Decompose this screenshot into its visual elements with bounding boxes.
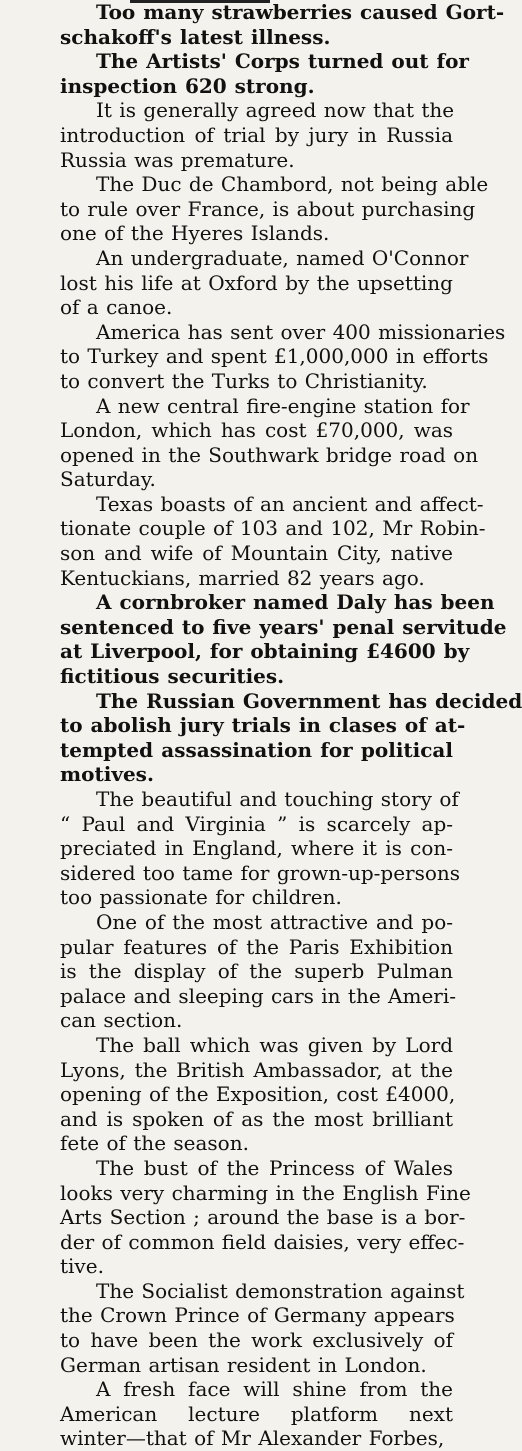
news-item	[60, 393, 479, 492]
news-item	[60, 491, 486, 590]
news-line: fictitious securities.	[60, 664, 285, 689]
news-item	[60, 49, 469, 98]
news-line: fete of the season.	[60, 1131, 249, 1156]
news-line: An undergraduate, named O'Connor	[96, 245, 469, 270]
news-line: The beautiful and touching story of	[96, 787, 459, 811]
news-line: to Turkey and spent £1,000,000 in efforts	[60, 344, 489, 369]
news-line: Lyons, the British Ambassador, at the	[60, 1057, 453, 1082]
news-item	[60, 98, 455, 172]
news-line: preciated in England, where it is con-	[60, 836, 453, 861]
news-line: tive.	[60, 1254, 104, 1279]
news-line: tionate couple of 103 and 102, Mr Robin-	[60, 516, 486, 541]
news-line: The Artists' Corps turned out for	[96, 49, 469, 74]
news-line: opening of the Exposition, cost £4000,	[60, 1082, 456, 1107]
news-line: to have been the work exclusively of	[60, 1328, 453, 1353]
news-line: motives.	[60, 762, 154, 787]
news-line: Russia was premature.	[60, 147, 295, 172]
news-line: The ball which was given by Lord	[96, 1032, 453, 1057]
news-line: palace and sleeping cars in the Ameri-	[60, 983, 456, 1008]
news-line: sentenced to five years' penal servitude	[60, 614, 507, 639]
news-line: American lecture platform next	[60, 1401, 453, 1426]
news-line: son and wife of Mountain City, native	[60, 541, 453, 566]
news-item	[60, 688, 522, 787]
news-line: to rule over France, is about purchasing	[60, 196, 476, 221]
news-item	[60, 787, 461, 910]
news-line: A cornbroker named Daly has been	[96, 590, 495, 615]
news-item	[60, 1155, 471, 1279]
news-line: is the display of the superb Pulman	[60, 959, 453, 984]
news-line: inspection 620 strong.	[60, 73, 315, 98]
news-line: to abolish jury trials in clases of at-	[60, 713, 466, 738]
news-item	[60, 319, 506, 394]
news-line: too passionate for children.	[60, 885, 342, 910]
news-line: America has sent over 400 missionaries	[96, 319, 506, 344]
news-line: tempted assassination for political	[60, 737, 453, 762]
news-line: A fresh face will shine from the	[96, 1377, 453, 1402]
news-line: London, which has cost £70,000, was	[60, 418, 453, 443]
news-line: Too many strawberries caused Gort-	[96, 0, 505, 24]
news-line: one of the Hyeres Islands.	[60, 221, 330, 246]
news-line: German artisan resident in London.	[60, 1352, 427, 1377]
news-item	[60, 0, 505, 49]
news-item	[60, 590, 507, 689]
news-item	[60, 909, 456, 1033]
news-line: Texas boasts of an ancient and affect-	[96, 491, 484, 516]
news-line: to convert the Turks to Christianity.	[60, 368, 428, 393]
news-line: looks very charming in the English Fine	[60, 1180, 471, 1205]
news-line: at Liverpool, for obtaining £4600 by	[60, 639, 470, 664]
news-line: The Duc de Chambord, not being able	[96, 172, 489, 197]
news-line: The Russian Government has decided	[96, 688, 522, 713]
news-line: One of the most attractive and po-	[96, 909, 453, 934]
news-line: Saturday.	[60, 467, 156, 492]
news-line: winter—that of Mr Alexander Forbes,	[60, 1426, 445, 1451]
news-line: introduction of trial by jury in Russia	[60, 122, 453, 147]
news-line: The Socialist demonstration against	[96, 1278, 465, 1303]
news-line: opened in the Southwark bridge road on	[60, 442, 479, 467]
news-line: lost his life at Oxford by the upsetting	[60, 270, 453, 295]
news-item	[60, 1032, 456, 1156]
news-line: “ Paul and Virginia ” is scarcely ap-	[60, 811, 453, 836]
news-line: and is spoken of as the most brilliant	[60, 1106, 453, 1131]
news-line: der of common field daisies, very effec-	[60, 1229, 465, 1254]
news-line: pular features of the Paris Exhibition	[60, 934, 453, 959]
news-item	[60, 1377, 453, 1451]
news-line: of a canoe.	[60, 295, 173, 320]
news-item	[60, 1278, 465, 1377]
news-line: can section.	[60, 1008, 183, 1033]
news-item	[60, 245, 469, 320]
news-item	[60, 172, 489, 246]
news-line: Kentuckians, married 82 years ago.	[60, 565, 425, 590]
news-line: A new central fire-engine station for	[96, 393, 470, 418]
news-line: The bust of the Princess of Wales	[96, 1155, 453, 1180]
news-line: sidered too tame for grown-up-persons	[60, 860, 461, 885]
news-line: the Crown Prince of Germany appears	[60, 1303, 455, 1328]
news-line: schakoff's latest illness.	[60, 24, 331, 49]
news-line: Arts Section ; around the base is a bor-	[60, 1205, 466, 1230]
news-line: It is generally agreed now that the	[96, 98, 455, 123]
